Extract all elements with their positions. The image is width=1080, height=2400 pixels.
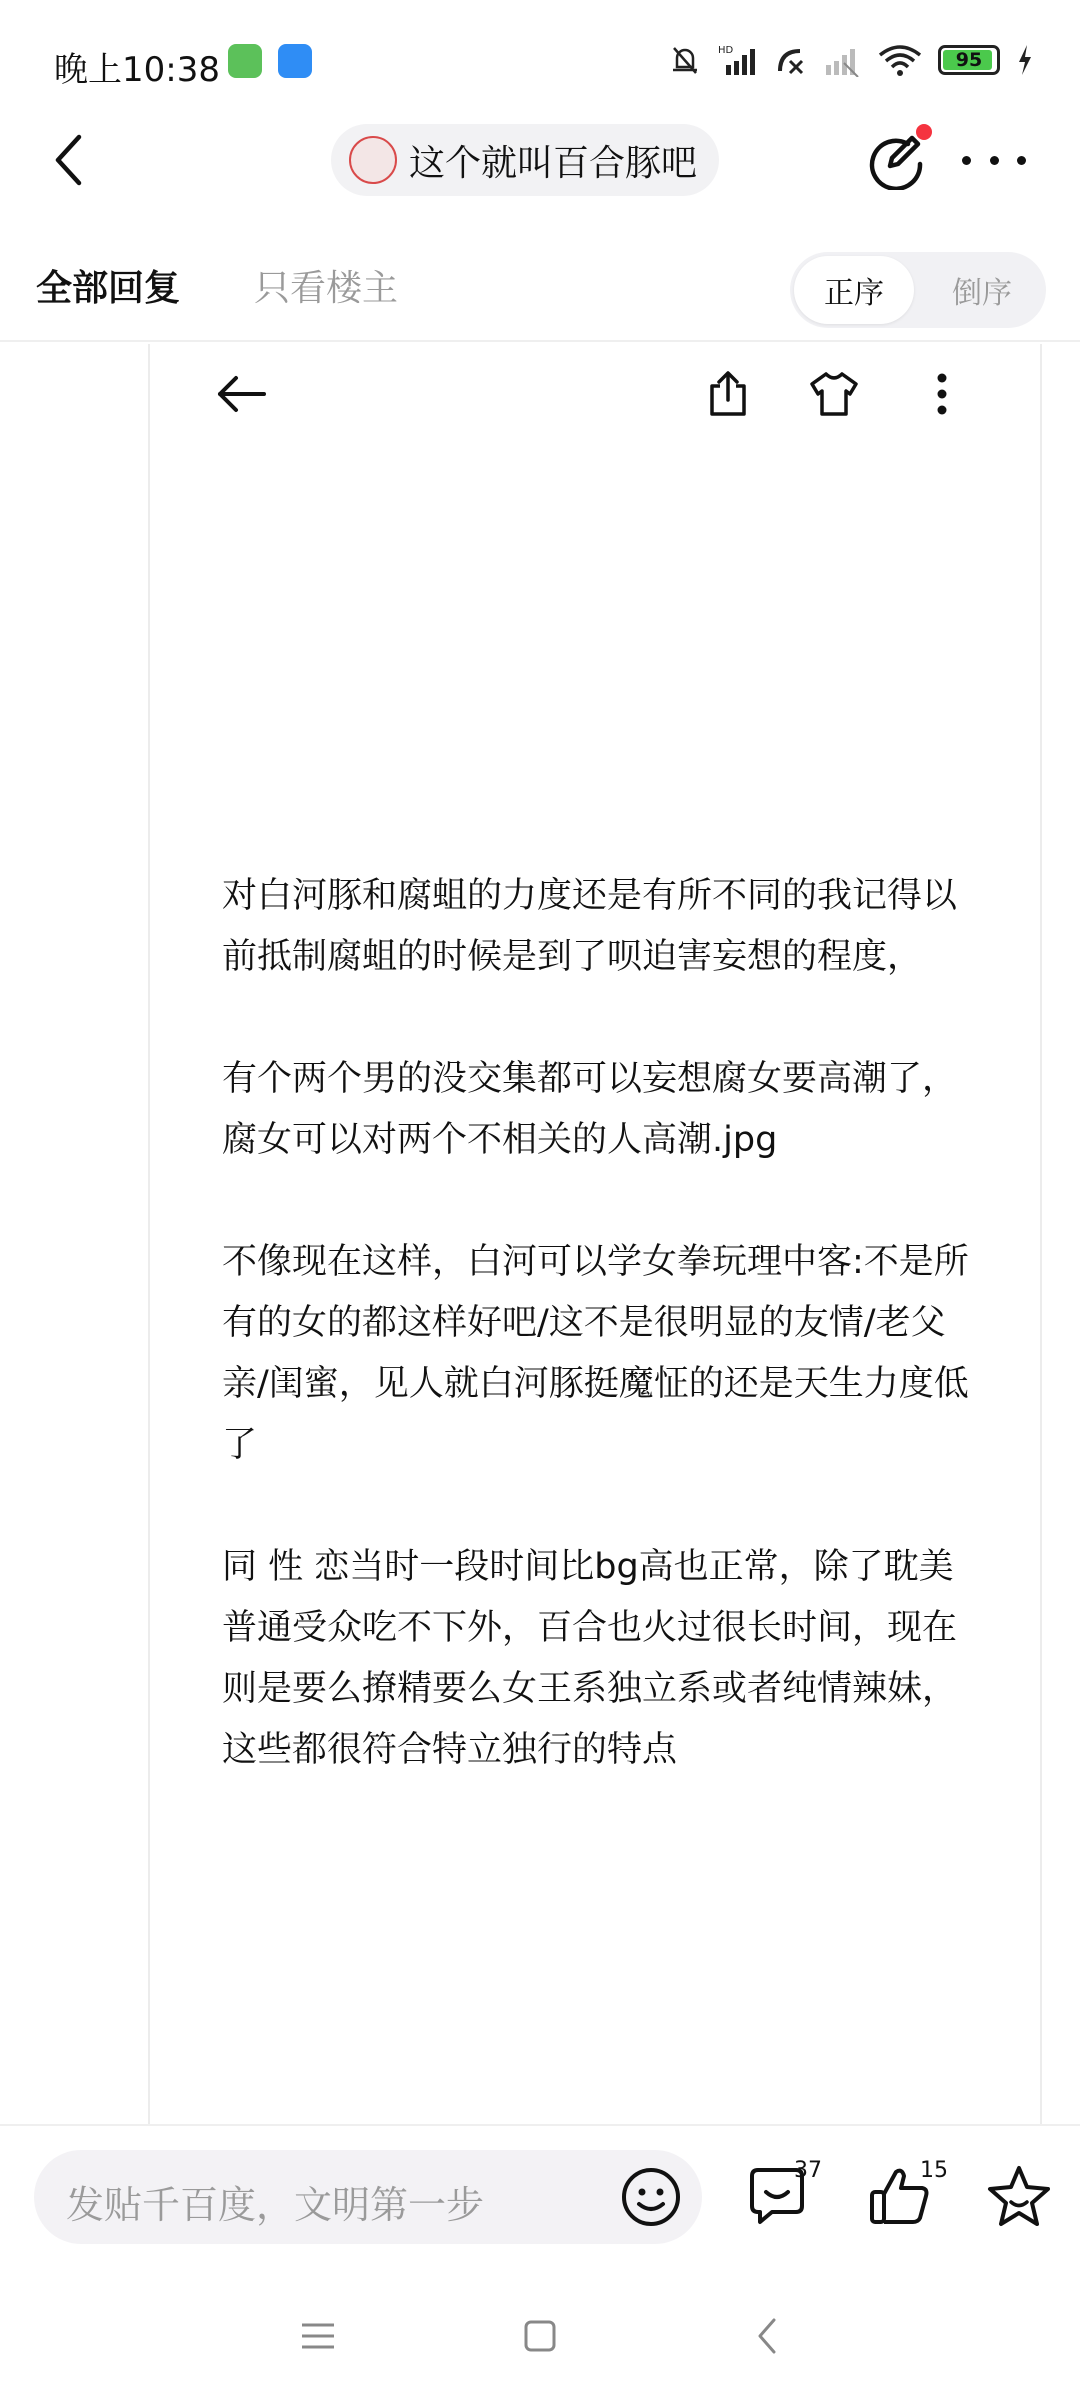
- app-notification-icon: [278, 44, 312, 78]
- more-options-button[interactable]: [962, 130, 1026, 190]
- emoji-icon[interactable]: [618, 2164, 684, 2230]
- share-icon[interactable]: [696, 362, 760, 426]
- post-body: [222, 866, 982, 1842]
- edit-icon[interactable]: [866, 130, 926, 190]
- post-paragraph: 同 性 恋当时一段时间比bg高也正常，除了耽美普通受众吃不下外，百合也火过很长时间，现在则是要么撩精要么女王系独立系或者纯情辣妹，这些都很符合特立独行的特点: [222, 1547, 958, 1770]
- dot: [990, 156, 999, 165]
- no-call-icon: [776, 43, 806, 77]
- wifi-icon: [878, 43, 922, 77]
- star-icon[interactable]: [984, 2162, 1054, 2232]
- order-asc-button[interactable]: 正序: [794, 256, 914, 324]
- back-triangle-icon[interactable]: [744, 2312, 792, 2360]
- viewer-toolbar: [150, 344, 1040, 444]
- forum-title-pill[interactable]: [331, 124, 719, 196]
- reply-input[interactable]: [34, 2150, 702, 2244]
- shirt-icon[interactable]: [802, 362, 866, 426]
- post-viewer: [148, 344, 1042, 2124]
- status-indicators: [668, 40, 1034, 80]
- forum-logo: [349, 136, 397, 184]
- svg-text:HD: HD: [718, 45, 734, 56]
- more-vertical-icon[interactable]: [910, 362, 974, 426]
- home-square-icon[interactable]: [516, 2312, 564, 2360]
- status-time: 晚上10:38: [54, 50, 220, 90]
- signal-icon: [822, 43, 862, 77]
- order-toggle: [790, 252, 1046, 328]
- dot: [962, 156, 971, 165]
- divider: [0, 340, 1080, 342]
- comment-count: 37: [794, 2158, 822, 2183]
- notification-dot: [916, 124, 932, 140]
- status-bar: [0, 0, 1080, 120]
- top-header: [0, 120, 1080, 200]
- arrow-left-icon[interactable]: [210, 362, 274, 426]
- app-notification-icon: [228, 44, 262, 78]
- post-paragraph: 不像现在这样，白河可以学女拳玩理中客:不是所有的女的都这样好吧/这不是很明显的友情/老父亲/闺蜜，见人就白河豚挺魔怔的还是天生力度低了: [222, 1242, 969, 1465]
- tab-op-only[interactable]: 只看楼主: [254, 268, 399, 309]
- like-count: 15: [920, 2158, 948, 2183]
- post-title: 这个就叫百合豚吧: [409, 142, 698, 184]
- dot: [1017, 156, 1026, 165]
- system-nav-bar: [0, 2268, 1080, 2400]
- bottom-action-bar: [0, 2124, 1080, 2268]
- mute-icon: [668, 43, 702, 77]
- back-button[interactable]: [40, 128, 96, 192]
- post-paragraph: 对白河豚和腐蛆的力度还是有所不同的我记得以前抵制腐蛆的时候是到了呗迫害妄想的程度，: [222, 876, 958, 977]
- charging-icon: [1016, 43, 1034, 77]
- hd-signal-icon: [718, 43, 760, 77]
- menu-icon[interactable]: [294, 2312, 342, 2360]
- order-desc-button[interactable]: 倒序: [952, 276, 1012, 311]
- battery-icon: [938, 45, 1000, 75]
- tab-all-replies[interactable]: 全部回复: [36, 268, 181, 309]
- chevron-left-icon: [53, 134, 83, 186]
- reply-placeholder: 发贴千百度，文明第一步: [66, 2183, 485, 2227]
- battery-percent: 95: [955, 49, 983, 71]
- post-paragraph: 有个两个男的没交集都可以妄想腐女要高潮了，腐女可以对两个不相关的人高潮.jpg: [222, 1059, 958, 1160]
- reply-filter-tabs: [0, 240, 1080, 336]
